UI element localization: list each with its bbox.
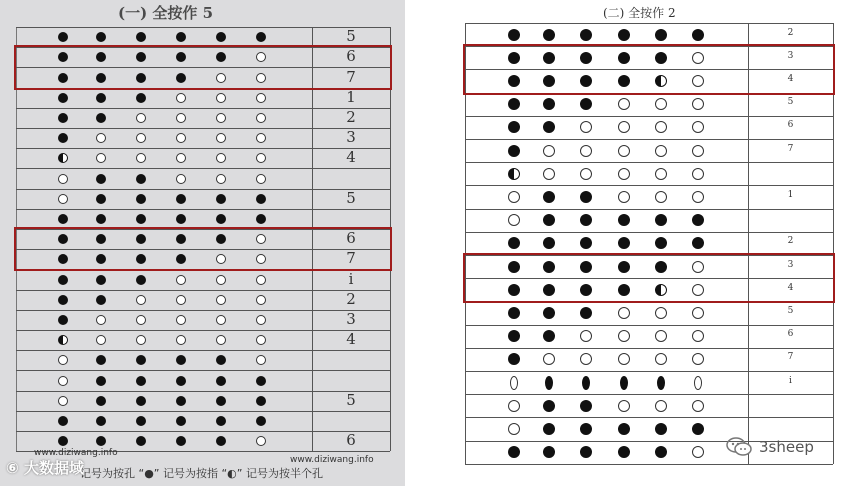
covered-hole-icon (176, 355, 186, 365)
covered-hole-icon (655, 237, 667, 249)
open-hole-icon (176, 133, 186, 143)
covered-hole-icon (96, 436, 106, 446)
covered-hole-icon (176, 396, 186, 406)
covered-hole-icon (508, 121, 520, 133)
covered-hole-icon (543, 214, 555, 226)
open-hole-icon (618, 353, 630, 365)
covered-hole-icon (618, 237, 630, 249)
note-label: 4 (346, 148, 356, 167)
open-hole-icon (216, 174, 226, 184)
open-hole-icon (176, 153, 186, 163)
open-hole-icon (508, 191, 520, 203)
open-hole-icon (136, 295, 146, 305)
open-hole-icon (136, 133, 146, 143)
grid-horizontal-line (16, 350, 390, 351)
open-hole-icon (256, 93, 266, 103)
open-hole-icon (692, 446, 704, 458)
covered-hole-icon (216, 396, 226, 406)
right-chart-title: (二) 全按作 2 (603, 6, 676, 20)
covered-hole-icon (508, 145, 520, 157)
open-hole-icon (256, 113, 266, 123)
note-label: 2 (787, 27, 794, 38)
open-hole-icon (655, 168, 667, 180)
open-hole-icon (510, 376, 518, 390)
open-hole-icon (618, 330, 630, 342)
covered-hole-icon (96, 113, 106, 123)
covered-hole-icon (508, 330, 520, 342)
covered-hole-icon (58, 214, 68, 224)
covered-hole-icon (508, 237, 520, 249)
open-hole-icon (655, 145, 667, 157)
note-label: 6 (346, 229, 356, 248)
covered-hole-icon (96, 32, 106, 42)
highlight-box (463, 44, 835, 94)
open-hole-icon (580, 330, 592, 342)
covered-hole-icon (58, 436, 68, 446)
covered-hole-icon (176, 436, 186, 446)
watermark (725, 434, 814, 460)
open-hole-icon (176, 315, 186, 325)
covered-hole-icon (655, 446, 667, 458)
wechat-icon (725, 436, 753, 458)
grid-horizontal-line (465, 185, 833, 186)
open-hole-icon (176, 113, 186, 123)
covered-hole-icon (543, 98, 555, 110)
logo-text: 大数据域 (23, 459, 84, 477)
covered-hole-icon (136, 174, 146, 184)
covered-hole-icon (96, 275, 106, 285)
covered-hole-icon (136, 214, 146, 224)
covered-hole-icon (655, 423, 667, 435)
right-fingering-chart (425, 0, 868, 486)
covered-hole-icon (58, 416, 68, 426)
covered-hole-icon (96, 214, 106, 224)
covered-hole-icon (543, 121, 555, 133)
open-hole-icon (618, 145, 630, 157)
covered-hole-icon (96, 194, 106, 204)
open-hole-icon (655, 307, 667, 319)
covered-hole-icon (136, 275, 146, 285)
half-covered-hole-icon (58, 153, 68, 163)
covered-hole-icon (216, 355, 226, 365)
open-hole-icon (256, 275, 266, 285)
covered-hole-icon (692, 29, 704, 41)
highlight-box (14, 227, 392, 271)
note-label: 7 (787, 143, 794, 154)
open-hole-icon (256, 436, 266, 446)
grid-horizontal-line (465, 116, 833, 117)
covered-hole-icon (508, 29, 520, 41)
note-label: 3 (346, 128, 356, 147)
open-hole-icon (176, 335, 186, 345)
covered-hole-icon (655, 29, 667, 41)
open-hole-icon (692, 353, 704, 365)
grid-horizontal-line (465, 371, 833, 372)
open-hole-icon (136, 153, 146, 163)
covered-hole-icon (543, 423, 555, 435)
note-label: 5 (787, 306, 794, 316)
covered-hole-icon (58, 315, 68, 325)
covered-hole-icon (256, 396, 266, 406)
covered-hole-icon (618, 423, 630, 435)
grid-horizontal-line (16, 209, 390, 210)
open-hole-icon (58, 376, 68, 386)
open-hole-icon (618, 191, 630, 203)
open-hole-icon (216, 295, 226, 305)
open-hole-icon (655, 98, 667, 110)
open-hole-icon (58, 194, 68, 204)
covered-hole-icon (256, 214, 266, 224)
fingering-legend: 记号为按孔 “●” 记号为按指 “◐” 记号为按半个孔 (80, 467, 323, 480)
covered-hole-icon (216, 214, 226, 224)
covered-hole-icon (96, 174, 106, 184)
open-hole-icon (692, 191, 704, 203)
covered-hole-icon (176, 416, 186, 426)
covered-hole-icon (256, 376, 266, 386)
covered-hole-icon (692, 214, 704, 226)
covered-hole-icon (508, 98, 520, 110)
open-hole-icon (216, 153, 226, 163)
covered-hole-icon (58, 113, 68, 123)
covered-hole-icon (543, 400, 555, 412)
open-hole-icon (618, 168, 630, 180)
covered-hole-icon (136, 32, 146, 42)
open-hole-icon (256, 174, 266, 184)
note-label: 2 (346, 107, 356, 126)
covered-hole-icon (216, 376, 226, 386)
open-hole-icon (692, 98, 704, 110)
note-label: 4 (787, 282, 794, 293)
covered-hole-icon (543, 191, 555, 203)
covered-hole-icon (96, 295, 106, 305)
grid-horizontal-line (16, 168, 390, 169)
note-label: 6 (346, 431, 356, 450)
open-hole-icon (618, 98, 630, 110)
covered-hole-icon (176, 214, 186, 224)
grid-horizontal-line (465, 325, 833, 326)
open-hole-icon (655, 400, 667, 412)
covered-hole-icon (136, 436, 146, 446)
covered-hole-icon (508, 353, 520, 365)
covered-hole-icon (580, 423, 592, 435)
open-hole-icon (216, 93, 226, 103)
covered-hole-icon (136, 396, 146, 406)
covered-hole-icon (692, 237, 704, 249)
open-hole-icon (692, 121, 704, 133)
note-label: 1 (787, 190, 794, 200)
covered-hole-icon (58, 32, 68, 42)
note-label: 2 (346, 289, 356, 308)
covered-hole-icon (543, 446, 555, 458)
open-hole-icon (96, 315, 106, 325)
open-hole-icon (216, 113, 226, 123)
covered-hole-icon (216, 416, 226, 426)
covered-hole-icon (96, 93, 106, 103)
open-hole-icon (256, 315, 266, 325)
open-hole-icon (692, 400, 704, 412)
open-hole-icon (692, 168, 704, 180)
note-label: 7 (346, 67, 356, 86)
covered-hole-icon (256, 416, 266, 426)
covered-hole-icon (508, 446, 520, 458)
grid-horizontal-line (465, 394, 833, 395)
covered-hole-icon (96, 396, 106, 406)
grid-horizontal-line (465, 232, 833, 233)
open-hole-icon (580, 121, 592, 133)
note-label: 7 (346, 249, 356, 268)
covered-hole-icon (216, 32, 226, 42)
grid-horizontal-line (465, 464, 833, 465)
note-label: 5 (787, 97, 794, 108)
covered-hole-icon (657, 376, 665, 390)
grid-horizontal-line (465, 348, 833, 349)
covered-hole-icon (543, 237, 555, 249)
open-hole-icon (58, 355, 68, 365)
grid-horizontal-line (465, 209, 833, 210)
note-label: 4 (346, 330, 356, 349)
covered-hole-icon (582, 376, 590, 390)
open-hole-icon (96, 133, 106, 143)
logo-icon: ⑥ (6, 459, 19, 477)
grid-horizontal-line (465, 23, 833, 24)
covered-hole-icon (580, 237, 592, 249)
covered-hole-icon (543, 29, 555, 41)
note-label: 4 (787, 74, 794, 84)
open-hole-icon (580, 145, 592, 157)
covered-hole-icon (96, 416, 106, 426)
half-covered-hole-icon (508, 168, 520, 180)
covered-hole-icon (216, 436, 226, 446)
covered-hole-icon (543, 307, 555, 319)
covered-hole-icon (692, 423, 704, 435)
covered-hole-icon (58, 93, 68, 103)
highlight-box (14, 45, 392, 89)
open-hole-icon (136, 113, 146, 123)
covered-hole-icon (136, 416, 146, 426)
open-hole-icon (176, 93, 186, 103)
covered-hole-icon (176, 376, 186, 386)
note-label: 5 (346, 188, 356, 207)
covered-hole-icon (58, 295, 68, 305)
covered-hole-icon (620, 376, 628, 390)
covered-hole-icon (256, 32, 266, 42)
half-covered-hole-icon (58, 335, 68, 345)
open-hole-icon (694, 376, 702, 390)
open-hole-icon (543, 168, 555, 180)
note-label: 6 (787, 329, 794, 340)
covered-hole-icon (543, 330, 555, 342)
covered-hole-icon (580, 98, 592, 110)
covered-hole-icon (655, 214, 667, 226)
covered-hole-icon (580, 307, 592, 319)
open-hole-icon (543, 145, 555, 157)
covered-hole-icon (580, 400, 592, 412)
covered-hole-icon (580, 29, 592, 41)
note-label: 7 (787, 352, 794, 363)
note-label: i (348, 269, 354, 288)
covered-hole-icon (136, 355, 146, 365)
note-label: 2 (787, 236, 794, 247)
open-hole-icon (618, 307, 630, 319)
covered-hole-icon (136, 376, 146, 386)
covered-hole-icon (176, 194, 186, 204)
grid-horizontal-line (465, 162, 833, 163)
note-label: 6 (787, 120, 794, 131)
open-hole-icon (58, 174, 68, 184)
open-hole-icon (96, 153, 106, 163)
open-hole-icon (543, 353, 555, 365)
open-hole-icon (136, 315, 146, 325)
open-hole-icon (216, 275, 226, 285)
open-hole-icon (655, 121, 667, 133)
note-label: 3 (346, 309, 356, 328)
open-hole-icon (256, 153, 266, 163)
covered-hole-icon (136, 194, 146, 204)
open-hole-icon (580, 353, 592, 365)
open-hole-icon (136, 335, 146, 345)
note-label: i (789, 375, 792, 386)
open-hole-icon (216, 335, 226, 345)
watermark-text: 3sheep (759, 438, 814, 456)
open-hole-icon (618, 121, 630, 133)
left-footer-url: www.diziwang.info (34, 448, 118, 458)
covered-hole-icon (176, 32, 186, 42)
open-hole-icon (508, 214, 520, 226)
covered-hole-icon (136, 93, 146, 103)
note-label: 3 (787, 50, 794, 61)
covered-hole-icon (256, 194, 266, 204)
open-hole-icon (655, 191, 667, 203)
covered-hole-icon (580, 446, 592, 458)
left-chart-title: (一) 全按作 5 (118, 4, 214, 22)
open-hole-icon (655, 353, 667, 365)
open-hole-icon (256, 355, 266, 365)
open-hole-icon (176, 275, 186, 285)
covered-hole-icon (96, 376, 106, 386)
note-label: 5 (346, 27, 356, 46)
note-label: 5 (346, 390, 356, 409)
open-hole-icon (692, 307, 704, 319)
open-hole-icon (256, 133, 266, 143)
open-hole-icon (176, 295, 186, 305)
open-hole-icon (216, 315, 226, 325)
open-hole-icon (256, 295, 266, 305)
open-hole-icon (96, 335, 106, 345)
note-label: 3 (787, 259, 794, 270)
open-hole-icon (176, 174, 186, 184)
grid-horizontal-line (16, 370, 390, 371)
covered-hole-icon (580, 191, 592, 203)
grid-horizontal-line (16, 411, 390, 412)
grid-horizontal-line (465, 139, 833, 140)
covered-hole-icon (508, 307, 520, 319)
covered-hole-icon (618, 446, 630, 458)
covered-hole-icon (96, 355, 106, 365)
note-label: 6 (346, 47, 356, 66)
note-label: 1 (346, 87, 356, 106)
covered-hole-icon (216, 194, 226, 204)
open-hole-icon (216, 133, 226, 143)
open-hole-icon (655, 330, 667, 342)
open-hole-icon (618, 400, 630, 412)
left-fingering-chart (0, 0, 405, 486)
right-footer-url: www.diziwang.info (290, 455, 374, 465)
covered-hole-icon (618, 29, 630, 41)
logo (6, 457, 84, 478)
open-hole-icon (508, 423, 520, 435)
highlight-box (463, 253, 835, 303)
open-hole-icon (256, 335, 266, 345)
grid-horizontal-line (465, 417, 833, 418)
covered-hole-icon (58, 275, 68, 285)
open-hole-icon (692, 330, 704, 342)
covered-hole-icon (545, 376, 553, 390)
covered-hole-icon (618, 214, 630, 226)
open-hole-icon (58, 396, 68, 406)
covered-hole-icon (580, 214, 592, 226)
open-hole-icon (692, 145, 704, 157)
open-hole-icon (508, 400, 520, 412)
covered-hole-icon (58, 133, 68, 143)
open-hole-icon (580, 168, 592, 180)
